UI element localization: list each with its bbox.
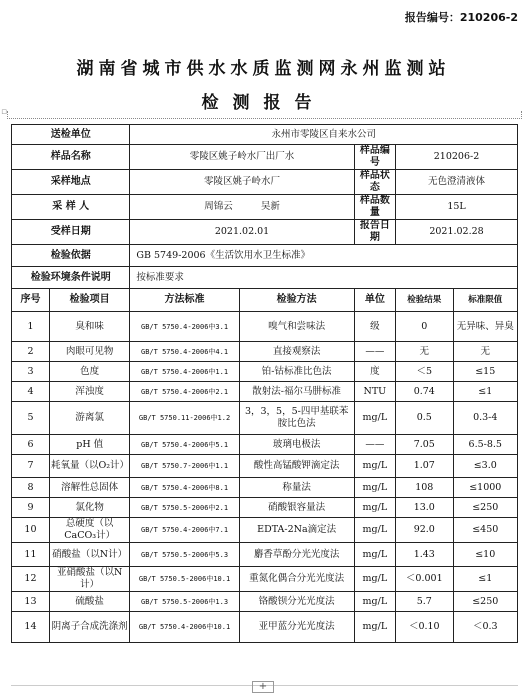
- add-row-button[interactable]: +: [252, 681, 274, 693]
- sample-name-label: 样品名称: [12, 145, 130, 170]
- paragraph-marker-icon: ▫: [1, 107, 8, 117]
- cell-std: GB/T 5750.4-2006中4.1: [130, 342, 239, 362]
- cell-item: 氯化物: [49, 498, 129, 518]
- sample-no-label: 样品编号: [354, 145, 395, 170]
- sample-qty-value: 15L: [396, 195, 518, 220]
- cell-unit: ——: [354, 342, 395, 362]
- table-row: [12, 518, 518, 543]
- sample-state-value: 无色澄清液体: [396, 170, 518, 195]
- received-date-value: 2021.02.01: [130, 220, 354, 245]
- cell-no: 12: [12, 567, 50, 592]
- cell-no: 7: [12, 455, 50, 478]
- sample-no-value: 210206-2: [396, 145, 518, 170]
- header-unit: 单位: [354, 289, 395, 312]
- cell-item: 臭和味: [49, 312, 129, 342]
- basis-value: GB 5749-2006《生活饮用水卫生标准》: [130, 245, 518, 267]
- cell-no: 5: [12, 402, 50, 435]
- sampler-2: 吴新: [260, 201, 280, 212]
- sample-state-label: 样品状态: [354, 170, 395, 195]
- cell-method: 散射法-福尔马肼标准: [239, 382, 354, 402]
- cell-item: 硫酸盐: [49, 592, 129, 612]
- cell-item: 浑浊度: [49, 382, 129, 402]
- cell-result: 0: [396, 312, 453, 342]
- cell-method: 重氮化偶合分光光度法: [239, 567, 354, 592]
- cell-std: GB/T 5750.4-2006中2.1: [130, 382, 239, 402]
- cell-result: ＜0.10: [396, 612, 453, 643]
- cell-method: 直接观察法: [239, 342, 354, 362]
- cell-limit: 6.5-8.5: [453, 435, 517, 455]
- header-no: 序号: [12, 289, 50, 312]
- cell-method: EDTA-2Na滴定法: [239, 518, 354, 543]
- cell-item: 耗氧量（以O₂计）: [49, 455, 129, 478]
- cell-unit: NTU: [354, 382, 395, 402]
- cell-item: 色度: [49, 362, 129, 382]
- table-row: [12, 312, 518, 342]
- cell-unit: mg/L: [354, 498, 395, 518]
- cell-unit: mg/L: [354, 592, 395, 612]
- cell-std: GB/T 5750.4-2006中8.1: [130, 478, 239, 498]
- report-subtitle: 检测报告: [201, 93, 326, 113]
- cell-no: 3: [12, 362, 50, 382]
- cell-method: 玻璃电极法: [239, 435, 354, 455]
- cell-no: 10: [12, 518, 50, 543]
- table-row: [12, 455, 518, 478]
- cell-method: 嗅气和尝味法: [239, 312, 354, 342]
- table-anchor-guide: [7, 111, 522, 119]
- cell-limit: ≤10: [453, 543, 517, 567]
- cell-std: GB/T 5750.5-2006中2.1: [130, 498, 239, 518]
- cell-unit: mg/L: [354, 518, 395, 543]
- report-title: 湖南省城市供水水质监测网永州监测站: [76, 59, 451, 79]
- cell-std: GB/T 5750.5-2006中10.1: [130, 567, 239, 592]
- table-row: [12, 567, 518, 592]
- cell-no: 13: [12, 592, 50, 612]
- cell-method: 铂-钴标准比色法: [239, 362, 354, 382]
- cell-method: 3，3，5，5-四甲基联苯胺比色法: [239, 402, 354, 435]
- cell-unit: mg/L: [354, 402, 395, 435]
- header-method: 检验方法: [239, 289, 354, 312]
- sampler-1: 周锦云: [204, 201, 233, 212]
- cell-method: 亚甲蓝分光光度法: [239, 612, 354, 643]
- cell-result: ＜0.001: [396, 567, 453, 592]
- cell-method: 硝酸银容量法: [239, 498, 354, 518]
- cell-limit: 0.3-4: [453, 402, 517, 435]
- basis-label: 检验依据: [12, 245, 130, 267]
- table-row: [12, 498, 518, 518]
- sampling-site-value: 零陵区姚子岭水厂: [130, 170, 354, 195]
- cell-method: 酸性高锰酸钾滴定法: [239, 455, 354, 478]
- sample-name-value: 零陵区姚子岭水厂出厂水: [130, 145, 354, 170]
- cell-limit: ≤250: [453, 498, 517, 518]
- cell-std: GB/T 5750.11-2006中1.2: [130, 402, 239, 435]
- cell-no: 1: [12, 312, 50, 342]
- sampler-value: [130, 195, 354, 220]
- cell-item: 总硬度（以CaCO₃计）: [49, 518, 129, 543]
- cell-std: GB/T 5750.7-2006中1.1: [130, 455, 239, 478]
- cell-limit: ≤1: [453, 567, 517, 592]
- cell-result: 13.0: [396, 498, 453, 518]
- cell-limit: ≤1: [453, 382, 517, 402]
- cell-unit: 级: [354, 312, 395, 342]
- sample-qty-label: 样品数量: [354, 195, 395, 220]
- table-row: [12, 612, 518, 643]
- cell-result: 92.0: [396, 518, 453, 543]
- header-result: 检验结果: [396, 289, 453, 312]
- cell-no: 8: [12, 478, 50, 498]
- cell-result: 无: [396, 342, 453, 362]
- cell-unit: ——: [354, 435, 395, 455]
- cell-unit: 度: [354, 362, 395, 382]
- cell-result: 7.05: [396, 435, 453, 455]
- cell-result: 5.7: [396, 592, 453, 612]
- report-date-label: 报告日期: [354, 220, 395, 245]
- table-row: [12, 543, 518, 567]
- cell-std: GB/T 5750.4-2006中1.1: [130, 362, 239, 382]
- cell-item: 溶解性总固体: [49, 478, 129, 498]
- table-row: [12, 435, 518, 455]
- cell-std: GB/T 5750.5-2006中1.3: [130, 592, 239, 612]
- cell-result: 0.5: [396, 402, 453, 435]
- report-number: 报告编号：210206-2: [404, 11, 518, 24]
- cell-unit: mg/L: [354, 612, 395, 643]
- env-value: 按标准要求: [130, 267, 518, 289]
- header-limit: 标准限值: [453, 289, 517, 312]
- cell-limit: ≤450: [453, 518, 517, 543]
- report-date-value: 2021.02.28: [396, 220, 518, 245]
- cell-unit: mg/L: [354, 478, 395, 498]
- table-row: [12, 592, 518, 612]
- cell-no: 9: [12, 498, 50, 518]
- cell-result: 108: [396, 478, 453, 498]
- cell-std: GB/T 5750.4-2006中7.1: [130, 518, 239, 543]
- table-row: [12, 362, 518, 382]
- cell-limit: 无: [453, 342, 517, 362]
- cell-item: pH 值: [49, 435, 129, 455]
- cell-method: 麝香草酚分光光度法: [239, 543, 354, 567]
- header-std: 方法标准: [130, 289, 239, 312]
- report-table: [11, 124, 518, 643]
- cell-item: 肉眼可见物: [49, 342, 129, 362]
- table-row: [12, 478, 518, 498]
- cell-result: 1.07: [396, 455, 453, 478]
- cell-limit: 无异味、异臭: [453, 312, 517, 342]
- client-label: 送检单位: [12, 125, 130, 145]
- cell-item: 亚硝酸盐（以N计）: [49, 567, 129, 592]
- cell-no: 6: [12, 435, 50, 455]
- cell-result: ＜5: [396, 362, 453, 382]
- cell-limit: ≤250: [453, 592, 517, 612]
- cell-item: 阴离子合成洗涤剂: [49, 612, 129, 643]
- cell-method: 铬酸钡分光光度法: [239, 592, 354, 612]
- sampler-label: 采 样 人: [12, 195, 130, 220]
- cell-item: 游离氯: [49, 402, 129, 435]
- cell-no: 4: [12, 382, 50, 402]
- table-row: [12, 382, 518, 402]
- cell-unit: mg/L: [354, 543, 395, 567]
- cell-method: 称量法: [239, 478, 354, 498]
- client-value: 永州市零陵区自来水公司: [130, 125, 518, 145]
- env-label: 检验环境条件说明: [12, 267, 130, 289]
- cell-result: 1.43: [396, 543, 453, 567]
- cell-item: 硝酸盐（以N计）: [49, 543, 129, 567]
- cell-std: GB/T 5750.4-2006中3.1: [130, 312, 239, 342]
- cell-no: 11: [12, 543, 50, 567]
- cell-limit: ≤3.0: [453, 455, 517, 478]
- cell-std: GB/T 5750.4-2006中10.1: [130, 612, 239, 643]
- received-date-label: 受样日期: [12, 220, 130, 245]
- cell-result: 0.74: [396, 382, 453, 402]
- cell-no: 14: [12, 612, 50, 643]
- cell-std: GB/T 5750.4-2006中5.1: [130, 435, 239, 455]
- cell-limit: ≤1000: [453, 478, 517, 498]
- table-header-row: [12, 289, 518, 312]
- cell-std: GB/T 5750.5-2006中5.3: [130, 543, 239, 567]
- sampling-site-label: 采样地点: [12, 170, 130, 195]
- cell-unit: mg/L: [354, 567, 395, 592]
- cell-unit: mg/L: [354, 455, 395, 478]
- table-row: [12, 342, 518, 362]
- header-item: 检验项目: [49, 289, 129, 312]
- cell-limit: ≤15: [453, 362, 517, 382]
- table-row: [12, 402, 518, 435]
- cell-no: 2: [12, 342, 50, 362]
- cell-limit: ＜0.3: [453, 612, 517, 643]
